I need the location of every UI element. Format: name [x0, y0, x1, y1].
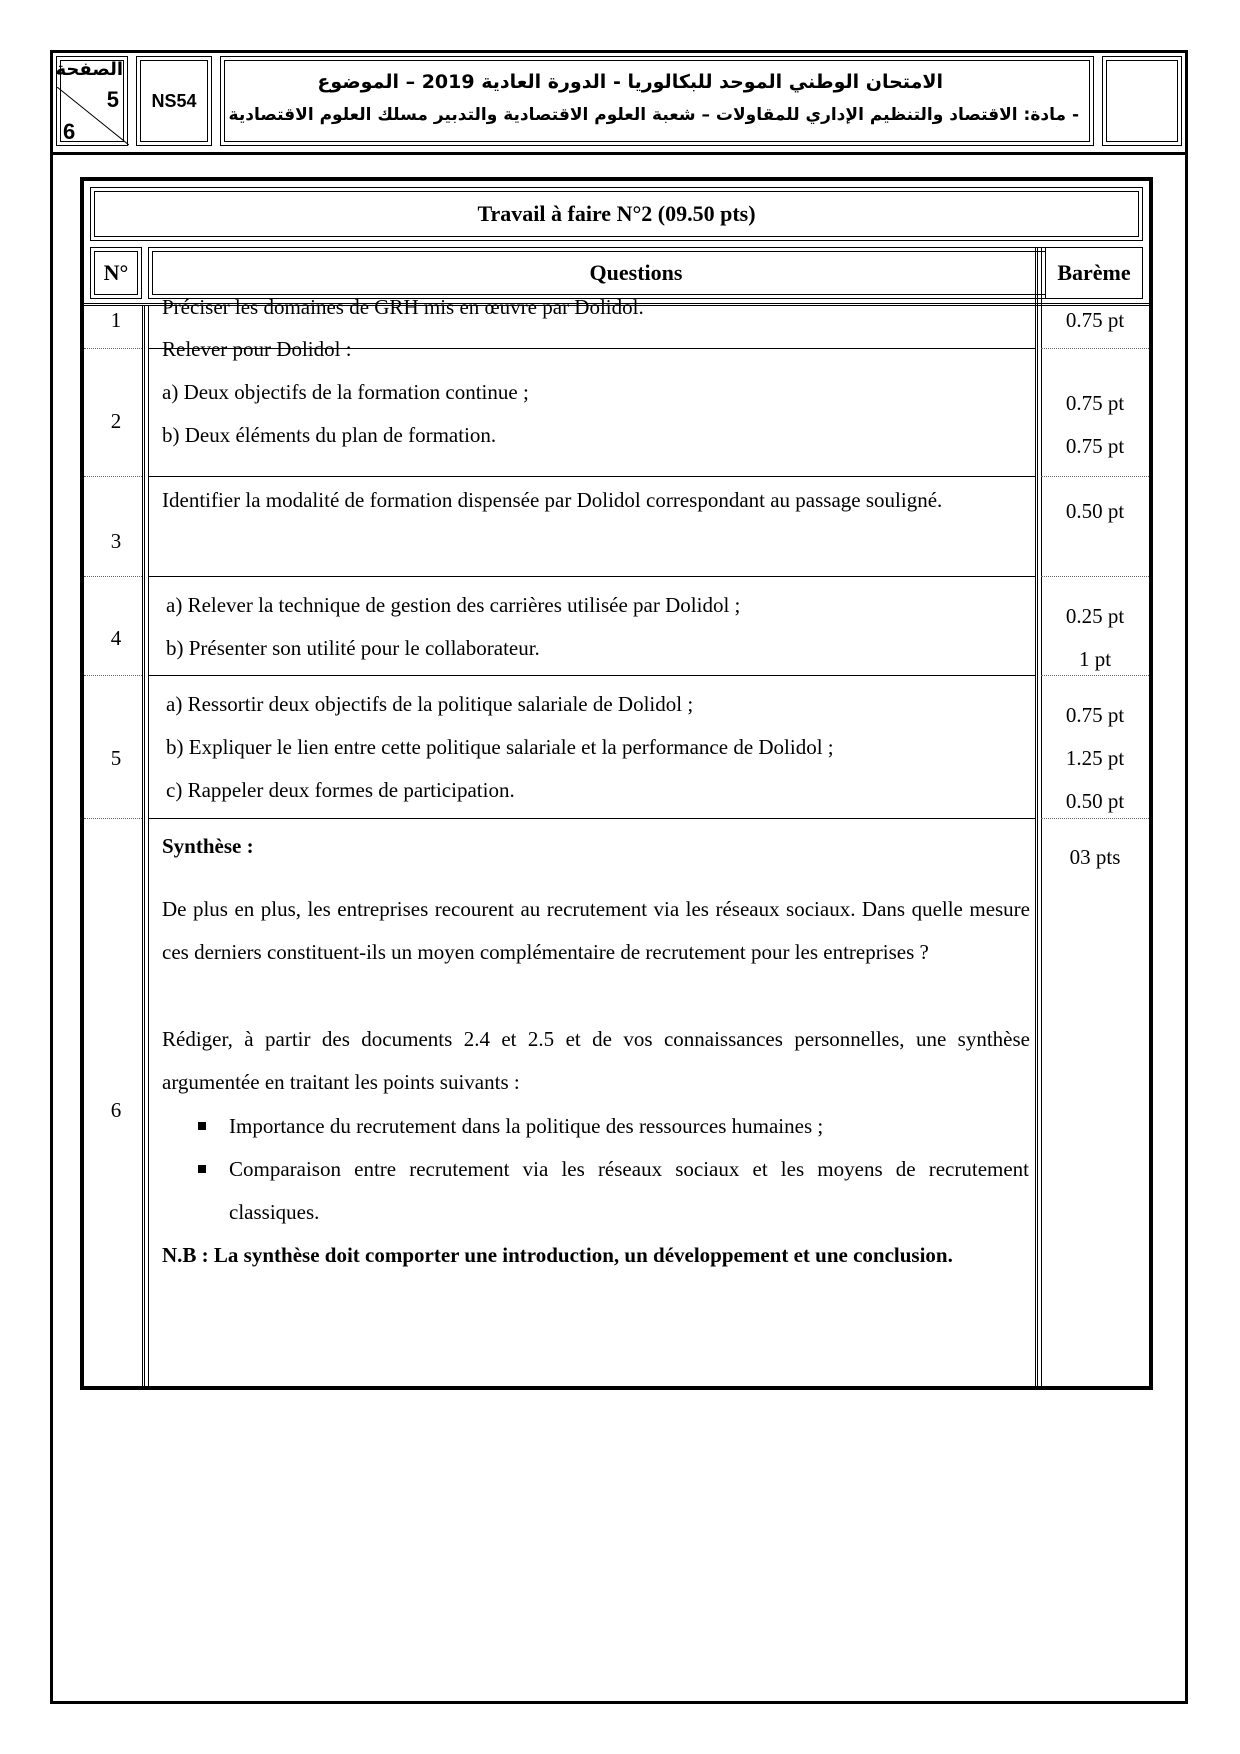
- q6-note: N.B : La synthèse doit comporter une introduction, un développement et une conclusion.: [162, 1243, 953, 1267]
- q1-points: 0.75 pt: [1065, 308, 1125, 332]
- exam-code: NS54: [136, 56, 212, 146]
- column-divider: [1035, 247, 1038, 1386]
- row-sep: [84, 348, 142, 349]
- column-divider: [148, 305, 149, 1386]
- column-divider: [142, 305, 145, 1386]
- q4-number: 4: [110, 626, 122, 650]
- table-title: Travail à faire N°2 (09.50 pts): [90, 187, 1143, 241]
- q3-number: 3: [110, 529, 122, 553]
- row-sep: [84, 675, 142, 676]
- q5-b-points: 1.25 pt: [1065, 746, 1125, 770]
- page-total: 6: [63, 119, 76, 144]
- q6-bullet-1: Importance du recrutement dans la politique des ressources humaines ;: [162, 1105, 1030, 1148]
- header-questions: Questions: [148, 247, 1124, 299]
- row-rule: [148, 576, 1035, 577]
- row-rule: [148, 818, 1035, 819]
- q2-b: b) Deux éléments du plan de formation.: [162, 423, 497, 447]
- row-sep: [1041, 675, 1149, 676]
- q5-a: a) Ressortir deux objectifs de la politique salariale de Dolidol ;: [166, 692, 694, 716]
- q2-intro: Relever pour Dolidol :: [162, 337, 352, 361]
- row-sep: [1041, 576, 1149, 577]
- q6-number: 6: [110, 1098, 122, 1122]
- header-bareme: Barème: [1045, 247, 1143, 299]
- empty-box: [1102, 56, 1182, 146]
- q5-number: 5: [110, 746, 122, 770]
- q6-paragraph-2: Rédiger, à partir des documents 2.4 et 2.5 et de vos connaissances personnelles, une synthèse argumentée en traitant les points suivants :: [162, 1027, 1030, 1094]
- exam-title-line1: الامتحان الوطني الموحد للبكالوريا - الدورة العادية 2019 – الموضوع: [317, 71, 943, 93]
- q6-paragraph-1: De plus en plus, les entreprises recourent au recrutement via les réseaux sociaux. Dans quelle mesure ces derniers constituent-ils un moyen complémentaire de recrutement pour les entreprises ?: [162, 897, 1030, 964]
- q5-c-points: 0.50 pt: [1065, 789, 1125, 813]
- exam-header: [50, 50, 1188, 155]
- header-number: N°: [90, 247, 142, 299]
- bullet-square-icon: [198, 1122, 206, 1130]
- questions-table: [80, 177, 1153, 1390]
- row-rule: [148, 476, 1035, 477]
- exam-title-line2: - مادة: الاقتصاد والتنظيم الإداري للمقاولات – شعبة العلوم الاقتصادية والتدبير مسلك العلوم الاقتصادية: [228, 105, 1079, 125]
- row-sep: [84, 576, 142, 577]
- row-sep: [1041, 818, 1149, 819]
- q1-text: Préciser les domaines de GRH mis en œuvre par Dolidol.: [162, 295, 644, 319]
- q2-a-points: 0.75 pt: [1065, 391, 1125, 415]
- q5-c: c) Rappeler deux formes de participation.: [166, 778, 515, 802]
- row-sep: [1041, 476, 1149, 477]
- q4-b: b) Présenter son utilité pour le collaborateur.: [166, 636, 540, 660]
- q6-bullet-list: [162, 1105, 1030, 1234]
- column-divider: [1041, 247, 1042, 1386]
- page-number-box: [56, 56, 128, 146]
- q5-b: b) Expliquer le lien entre cette politique salariale et la performance de Dolidol ;: [166, 735, 834, 759]
- q3-text: Identifier la modalité de formation dispensée par Dolidol correspondant au passage souligné.: [162, 488, 943, 512]
- q5-a-points: 0.75 pt: [1065, 703, 1125, 727]
- page-label: الصفحة: [55, 59, 123, 80]
- row-sep: [84, 818, 142, 819]
- q1-number: 1: [110, 308, 122, 332]
- q2-number: 2: [110, 409, 122, 433]
- row-sep: [1041, 348, 1149, 349]
- q4-a: a) Relever la technique de gestion des carrières utilisée par Dolidol ;: [166, 593, 741, 617]
- q6-points: 03 pts: [1069, 845, 1121, 869]
- q2-a: a) Deux objectifs de la formation continue ;: [162, 380, 529, 404]
- q2-b-points: 0.75 pt: [1065, 434, 1125, 458]
- q4-a-points: 0.25 pt: [1065, 604, 1125, 628]
- exam-title-box: [220, 56, 1094, 146]
- bullet-square-icon: [198, 1165, 206, 1173]
- q6-heading: Synthèse :: [162, 834, 254, 858]
- q3-points: 0.50 pt: [1065, 499, 1125, 523]
- q4-b-points: 1 pt: [1078, 647, 1112, 671]
- row-rule: [148, 675, 1035, 676]
- q6-bullet-2: Comparaison entre recrutement via les réseaux sociaux et les moyens de recrutement classiques.: [162, 1148, 1029, 1234]
- row-sep: [84, 476, 142, 477]
- page-current: 5: [106, 87, 119, 112]
